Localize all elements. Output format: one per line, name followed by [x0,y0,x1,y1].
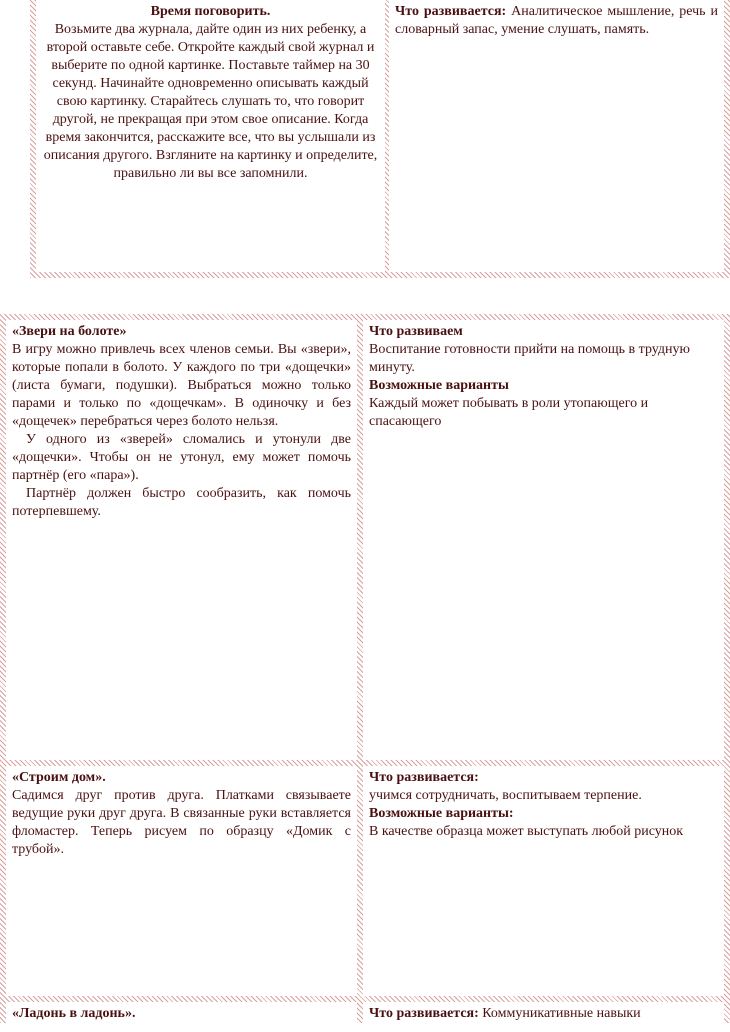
card4-develops-cell [363,1002,724,1032]
card1-description-cell [36,0,385,272]
card3-develops-label: Что развивается: [369,770,479,785]
card4-description-cell [6,1002,357,1032]
card2-description-cell [6,320,357,760]
card3-develops-text: учимся сотрудничать, воспитываем терпение. [369,788,642,803]
card3-develops-cell [363,766,724,996]
card2-para1: В игру можно привлечь всех членов семьи. Вы «звери», которые попали в болото. У каждого по три «дощечки» (листа бумаги, подушки). Выбраться можно только парами и только по «дощечкам». В одиночку и без «дощечек» перебраться через болото нельзя. [12,342,351,429]
card3-description-cell [6,766,357,996]
card2-develops-label: Что развиваем [369,324,463,339]
card3-body: Садимся друг против друга. Платками связываете ведущие руки друг друга. В связанные руки вставляется фломастер. Теперь рисуем по образцу «Домик с трубой». [12,788,351,857]
card3-title: «Строим дом». [12,770,106,785]
card2-develops-text: Воспитание готовности прийти на помощь в трудную минуту. [369,342,690,375]
card4-develops-text: Коммуникативные навыки [478,1006,641,1021]
card4-develops-label: Что развивается: [369,1006,479,1021]
card2-variants-text: Каждый может побывать в роли утопающего и спасающего [369,396,649,429]
card3-variants-text: В качестве образца может выступать любой рисунок [369,824,684,839]
card2-para2: У одного из «зверей» сломались и утонули две «дощечки». Чтобы он не утонул, ему может помочь партнёр (его «пара»). [12,432,351,483]
card1-develops-text: Аналитическое мышление, речь и словарный запас, умение слушать, память. [395,4,718,37]
card2-variants-label: Возможные варианты [369,378,509,393]
game-table-1 [30,0,730,278]
card1-body: Возьмите два журнала, дайте один из них ребенку, а второй оставьте себе. Откройте каждый свой журнал и выберите по одной картинке. Поставьте таймер на 30 секунд. Начинайте одновременно описывать каждый свою картинку. Старайтесь слушать то, что говорит другой, не прекращая при этом свое описание. Когда время закончится, расскажите все, что вы услышали из описания другого. Взгляните на картинку и определите, правильно ли вы все запомнили. [43,22,378,181]
card2-develops-cell [363,320,724,760]
card1-develops-label: Что развивается: [395,4,507,19]
card1-develops-cell [389,0,724,272]
game-table-2 [0,314,730,1023]
card2-para3: Партнёр должен быстро сообразить, как помочь потерпевшему. [12,486,351,519]
card4-title: «Ладонь в ладонь». [12,1006,136,1021]
card1-title: Время поговорить. [150,4,271,19]
card2-title: «Звери на болоте» [12,324,127,339]
card3-variants-label: Возможные варианты: [369,806,514,821]
